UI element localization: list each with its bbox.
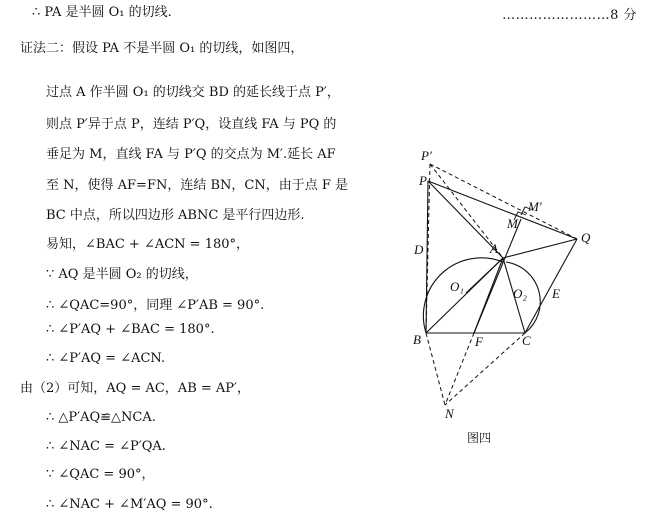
figure-lines xyxy=(423,181,577,333)
label-o1: O₁ xyxy=(450,279,464,294)
label-m: M xyxy=(507,216,518,231)
proof-line-17: ∴ ∠NAC + ∠M′AQ = 90°. xyxy=(46,497,213,512)
proof-line-6: 至 N，使得 AF=FN，连结 BN，CN，由于点 F 是 xyxy=(46,178,349,193)
proof-line-2: 证法二：假设 PA 不是半圆 O₁ 的切线，如图四， xyxy=(20,41,304,56)
label-p: P xyxy=(419,173,427,188)
proof-line-16: ∵ ∠QAC = 90°， xyxy=(46,467,155,482)
figure-dashed-lines xyxy=(426,164,577,405)
proof-line-4: 则点 P′异于点 P，连结 P′Q，设直线 FA 与 PQ 的 xyxy=(46,117,337,132)
dashed-cn xyxy=(445,333,525,405)
proof-line-10: ∴ ∠QAC=90°，同理 ∠P′AB = 90°. xyxy=(46,298,265,313)
figure-caption: 图四 xyxy=(467,431,492,445)
proof-line-11: ∴ ∠P′AQ + ∠BAC = 180°. xyxy=(46,322,215,337)
label-c: C xyxy=(522,333,531,348)
segment-pq xyxy=(428,181,577,239)
segment-qc xyxy=(525,239,577,333)
label-n: N xyxy=(445,406,454,421)
dashed-bn xyxy=(426,333,445,405)
label-d: D xyxy=(414,242,424,257)
proof-line-1: ∴ PA 是半圆 O₁ 的切线. xyxy=(32,5,172,20)
proof-line-7: BC 中点，所以四边形 ABNC 是平行四边形. xyxy=(46,208,305,223)
proof-line-8: 易知，∠BAC + ∠ACN = 180°， xyxy=(46,237,250,252)
score-mark: ……………………8 分 xyxy=(502,8,637,23)
label-b: B xyxy=(413,332,421,347)
label-o2: O₂ xyxy=(513,286,527,301)
label-q: Q xyxy=(581,230,591,245)
proof-line-9: ∵ AQ 是半圆 O₂ 的切线， xyxy=(46,267,198,282)
point-labels xyxy=(413,148,591,421)
proof-line-13: 由（2）可知，AQ = AC，AB = AP′， xyxy=(20,381,250,396)
proof-line-3: 过点 A 作半圆 O₁ 的切线交 BD 的延长线于点 P′， xyxy=(46,85,340,100)
proof-line-14: ∴ △P′AQ≌△NCA. xyxy=(46,410,156,425)
proof-line-15: ∴ ∠NAC = ∠P′QA. xyxy=(46,439,166,454)
label-e: E xyxy=(552,286,560,301)
segment-aq xyxy=(503,239,577,258)
dashed-fn xyxy=(445,333,474,405)
proof-line-5: 垂足为 M，直线 FA 与 P′Q 的交点为 M′.延长 AF xyxy=(46,147,336,162)
label-f: F xyxy=(475,334,483,349)
proof-line-12: ∴ ∠P′AQ = ∠ACN. xyxy=(46,351,166,366)
label-m-prime: M′ xyxy=(528,199,542,214)
label-p-prime: P′ xyxy=(421,148,432,163)
label-a: A xyxy=(490,241,498,256)
dashed-p-prime-q xyxy=(430,164,577,239)
